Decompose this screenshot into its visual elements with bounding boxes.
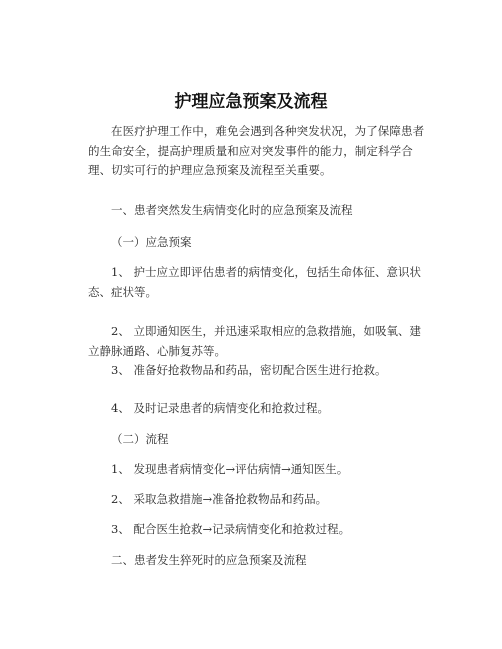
plan-item-3: 3、 准备好抢救物品和药品，密切配合医生进行抢救。 — [111, 363, 387, 377]
process-item-3: 3、 配合医生抢救→记录病情变化和抢救过程。 — [111, 522, 351, 536]
plan-item-1: 1、 护士应立即评估患者的病情变化，包括生命体征、意识状态、症状等。 — [88, 265, 421, 299]
plan-item-4: 4、 及时记录患者的病情变化和抢救过程。 — [111, 401, 329, 415]
process-item-2: 2、 采取急救措施→准备抢救物品和药品。 — [111, 492, 328, 506]
document-title: 护理应急预案及流程 — [174, 92, 328, 112]
process-heading: （二）流程 — [111, 432, 169, 446]
section-2-heading: 二、患者发生猝死时的应急预案及流程 — [111, 553, 307, 567]
intro-paragraph: 在医疗护理工作中，难免会遇到各种突发状况，为了保障患者的生命安全，提高护理质量和应对突发事件的能力，制定科学合理、切实可行的护理应急预案及流程至关重要。 — [88, 124, 425, 177]
process-item-1: 1、 发现患者病情变化→评估病情→通知医生。 — [111, 462, 349, 476]
section-1-heading: 一、患者突然发生病情变化时的应急预案及流程 — [111, 203, 353, 217]
plan-heading: （一）应急预案 — [111, 235, 192, 249]
plan-item-2: 2、 立即通知医生，并迅速采取相应的急救措施，如吸氧、建立静脉通路、心肺复苏等。 — [88, 324, 421, 358]
